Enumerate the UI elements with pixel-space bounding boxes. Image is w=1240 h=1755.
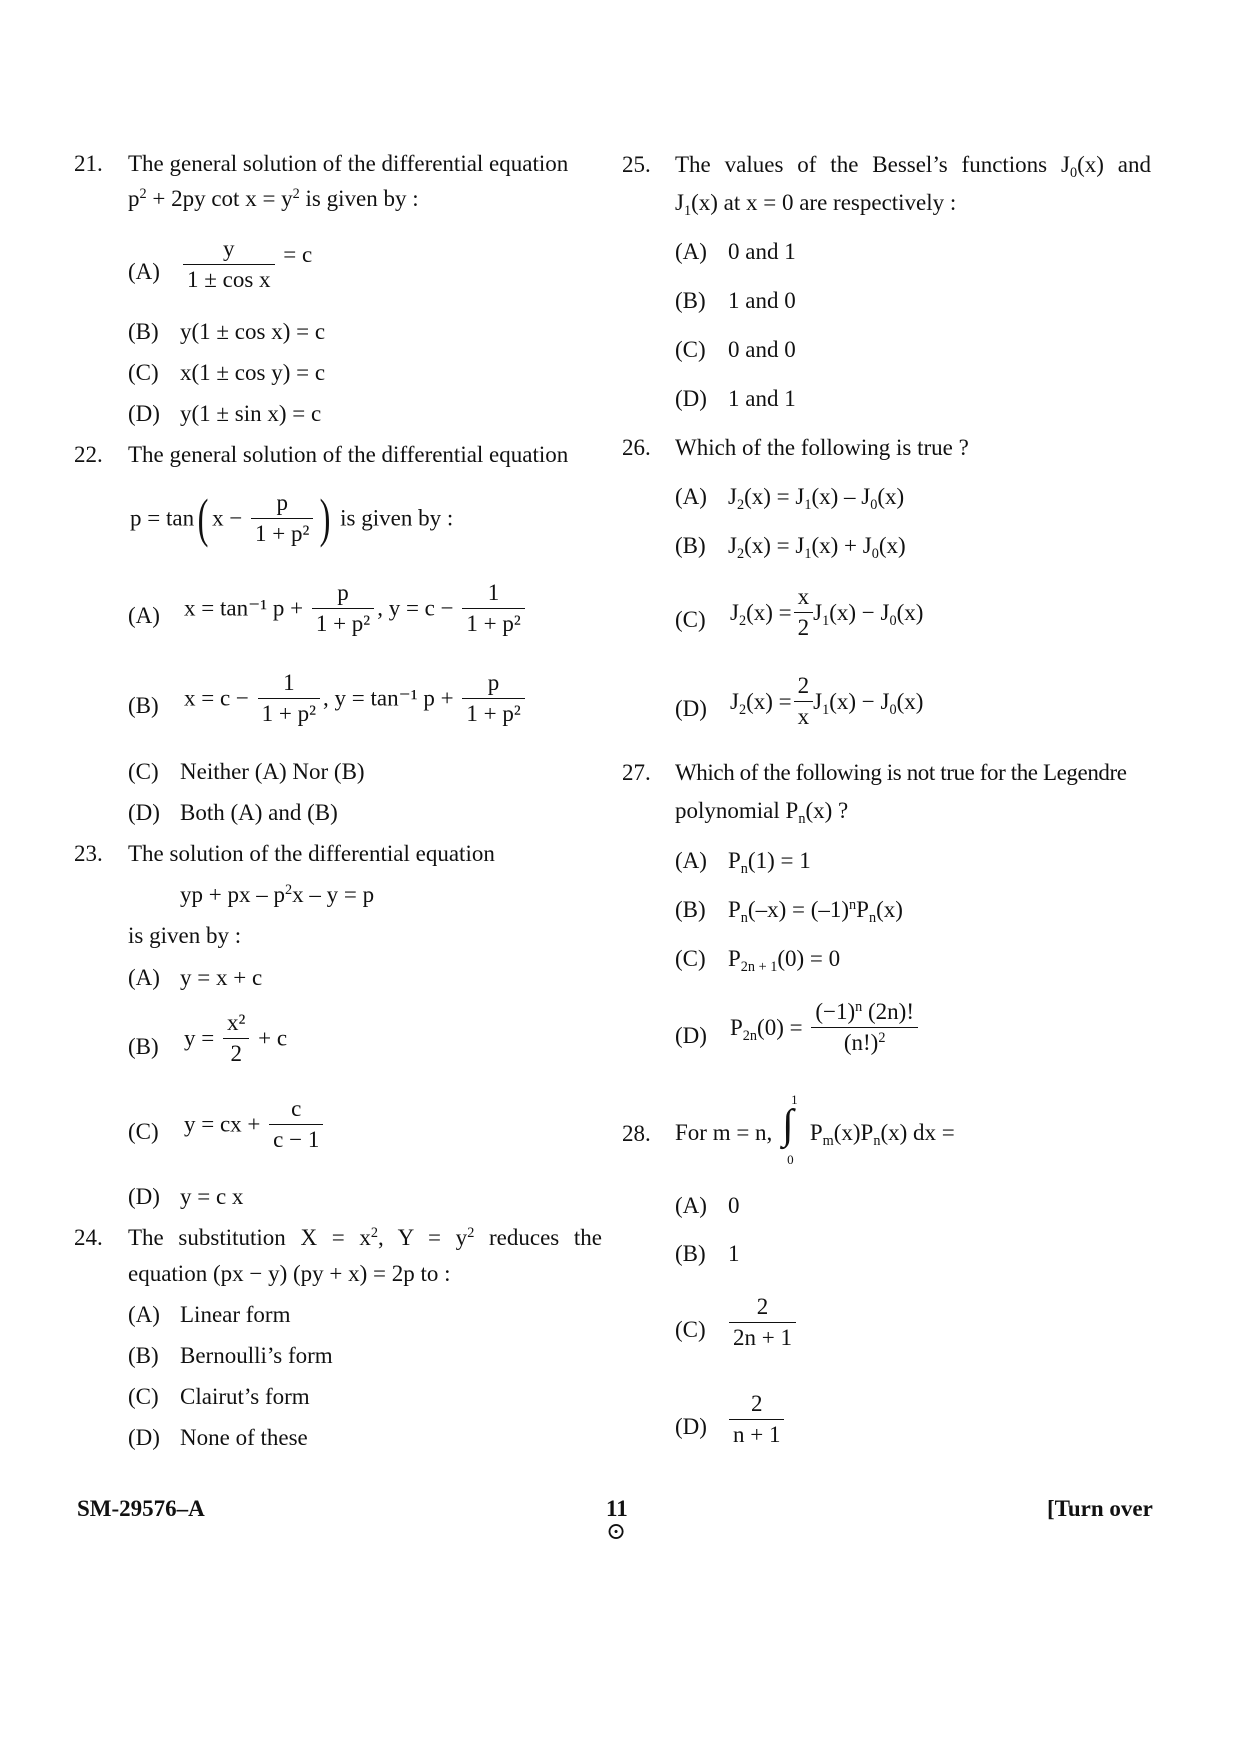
option-label: (B)	[675, 288, 706, 313]
question-number: 25.	[622, 152, 651, 177]
question-number: 28.	[622, 1121, 651, 1146]
question-text: Which of the following is not true for the Legendre	[675, 760, 1127, 785]
question-number: 27.	[622, 760, 651, 785]
option-label: (C)	[128, 1119, 159, 1144]
option-a: 0	[728, 1193, 740, 1218]
paper-code: SM-29576–A	[77, 1496, 205, 1521]
option-label: (A)	[128, 965, 160, 990]
option-label: (D)	[128, 800, 160, 825]
question-text: is given by :	[128, 923, 242, 948]
option-label: (D)	[128, 1425, 160, 1450]
question-equation: For m = n, ∫ 1 0 $P_m(x)P_n(x)$ dx =	[675, 1092, 955, 1167]
option-label: (B)	[128, 1343, 159, 1368]
option-label: (D)	[128, 1184, 160, 1209]
option-label: (B)	[128, 319, 159, 344]
question-number: 26.	[622, 435, 651, 460]
right-paren: )	[320, 488, 331, 549]
fraction: $\frac{2}{2n + 1}$	[729, 1292, 796, 1353]
question-text: $p^2 + 2py$ $\cot x = y^2$ is given by :	[128, 186, 419, 211]
option-label: (B)	[675, 533, 706, 558]
option-b: 1	[728, 1241, 740, 1266]
option-label: (D)	[675, 696, 707, 721]
option-label: (A)	[675, 848, 707, 873]
fraction: $\frac{p}{\text{1 + p²}}$	[312, 578, 374, 639]
question-text: polynomial $P_n(x)$ ?	[675, 798, 849, 827]
option-label: (D)	[675, 1023, 707, 1048]
option-label: (D)	[675, 1414, 707, 1439]
option-label: (D)	[128, 401, 160, 426]
option-d: $J_2(x)$ = $\frac{2}{x}$ $J_1(x) - J_0(x)$	[730, 671, 923, 732]
option-label: (A)	[675, 484, 707, 509]
fraction: $\frac{\text{x²}}{2}$	[223, 1008, 249, 1069]
option-label: (D)	[675, 386, 707, 411]
left-paren: (	[197, 488, 209, 549]
question-text: The values of the Bessel’s functions $J_0(x)$ and	[675, 152, 1151, 181]
option-a: 0 and 1	[728, 239, 796, 264]
fraction: $\frac{2}{x}$	[794, 671, 814, 732]
question-text: The solution of the differential equation	[128, 841, 495, 866]
option-label: (B)	[128, 1034, 159, 1059]
option-c: $J_2(x)$ = $\frac{x}{2}$ $J_1(x) - J_0(x)$	[730, 582, 923, 643]
option-d: None of these	[180, 1425, 308, 1450]
fraction: $\frac{y}{\text{1 ± cos x}}$	[183, 234, 275, 295]
option-a: x = tan⁻¹ p + $\frac{p}{\text{1 + p²}}$ , y = c − $\frac{1}{\text{1 + p²}}$	[184, 578, 528, 639]
question-equation: p = tan( x − $\frac{p}{\text{1 + p²}}$ ) is given by :	[130, 488, 454, 549]
question-number: 24.	[74, 1225, 103, 1250]
question-equation: yp + px – $p^2x - y = p$	[180, 882, 375, 907]
option-label: (C)	[675, 1317, 706, 1342]
option-b: $P_n(-x) = (-1)^nP_n(x)$	[728, 897, 903, 926]
option-label: (B)	[128, 693, 159, 718]
option-label: (C)	[675, 607, 706, 632]
question-text: $J_1(x)$ at x = 0 are respectively :	[675, 190, 957, 219]
question-number: 22.	[74, 442, 103, 467]
option-b: Bernoulli’s form	[180, 1343, 333, 1368]
option-b: $J_2(x) = J_1(x) + J_0(x)$	[728, 533, 906, 562]
question-text: The substitution $X = x^2$, $Y = y^2$ reduces the	[128, 1225, 602, 1250]
question-number: 21.	[74, 151, 103, 176]
option-label: (C)	[675, 337, 706, 362]
option-label: (B)	[675, 1241, 706, 1266]
option-a: $P_n(1) = 1$	[728, 848, 811, 877]
option-label: (A)	[128, 1302, 160, 1327]
option-label: (C)	[675, 946, 706, 971]
option-label: (C)	[128, 1384, 159, 1409]
option-label: (A)	[128, 259, 160, 284]
option-a: $J_2(x) = J_1(x) - J_0(x)$	[728, 484, 905, 513]
page-number: 11	[606, 1496, 628, 1521]
option-d: $P_{2n}(0)$ = $\frac{(-1)^n (2n)!}{(n!)^2}$	[730, 997, 921, 1058]
option-b: x = c − $\frac{1}{\text{1 + p²}}$ , y = tan⁻¹ p + $\frac{p}{\text{1 + p²}}$	[184, 668, 528, 729]
option-d: Both (A) and (B)	[180, 800, 338, 825]
option-c	[726, 1292, 799, 1353]
fraction: $\frac{p}{\text{1 + p²}}$	[462, 668, 524, 729]
option-c: Clairut’s form	[180, 1384, 310, 1409]
option-c: x(1 ± cos y) = c	[180, 360, 326, 385]
option-d: 1 and 1	[728, 386, 796, 411]
option-c: Neither (A) Nor (B)	[180, 759, 365, 784]
option-d	[726, 1389, 787, 1450]
option-label: (C)	[128, 759, 159, 784]
option-label: (B)	[675, 897, 706, 922]
question-number: 23.	[74, 841, 103, 866]
option-b: y(1 ± cos x) = c	[180, 319, 326, 344]
fraction: $\frac{1}{\text{1 + p²}}$	[462, 578, 524, 639]
fraction: $\frac{1}{\text{1 + p²}}$	[258, 668, 320, 729]
option-d: y(1 ± sin x) = c	[180, 401, 322, 426]
fraction: $\frac{p}{\text{1 + p²}}$	[251, 488, 313, 549]
option-c: 0 and 0	[728, 337, 796, 362]
option-label: (C)	[128, 360, 159, 385]
fraction: $\frac{x}{2}$	[794, 582, 814, 643]
option-a: y = x + c	[180, 965, 263, 990]
option-d: y = c x	[180, 1184, 244, 1209]
option-label: (A)	[675, 1193, 707, 1218]
integral-sign: ∫ 1 0	[782, 1092, 798, 1167]
option-c: y = cx + $\frac{c}{c - 1}$	[184, 1094, 326, 1155]
fraction: $\frac{c}{c - 1}$	[269, 1094, 323, 1155]
option-b: 1 and 0	[728, 288, 796, 313]
fraction: $\frac{(-1)^n (2n)!}{(n!)^2}$	[811, 997, 918, 1058]
option-a: $\frac{y}{\text{1 ± cos x}}$ = c	[180, 234, 312, 295]
turn-over: [Turn over	[1047, 1496, 1153, 1521]
option-label: (A)	[128, 603, 160, 628]
option-b: y = $\frac{\text{x²}}{2}$ + c	[184, 1008, 287, 1069]
question-text: The general solution of the differential equation	[128, 442, 569, 467]
question-text: equation (px − y) (py + x) = 2p to :	[128, 1261, 451, 1286]
option-label: (A)	[675, 239, 707, 264]
option-c: $P_{2n + 1}(0) = 0$	[728, 946, 841, 975]
question-text: The general solution of the differential equation	[128, 151, 569, 176]
question-text: Which of the following is true ?	[675, 435, 969, 460]
option-a: Linear form	[180, 1302, 291, 1327]
fraction: $\frac{2}{n + 1}$	[729, 1389, 784, 1450]
target-mark-icon: ⊙	[606, 1519, 627, 1545]
